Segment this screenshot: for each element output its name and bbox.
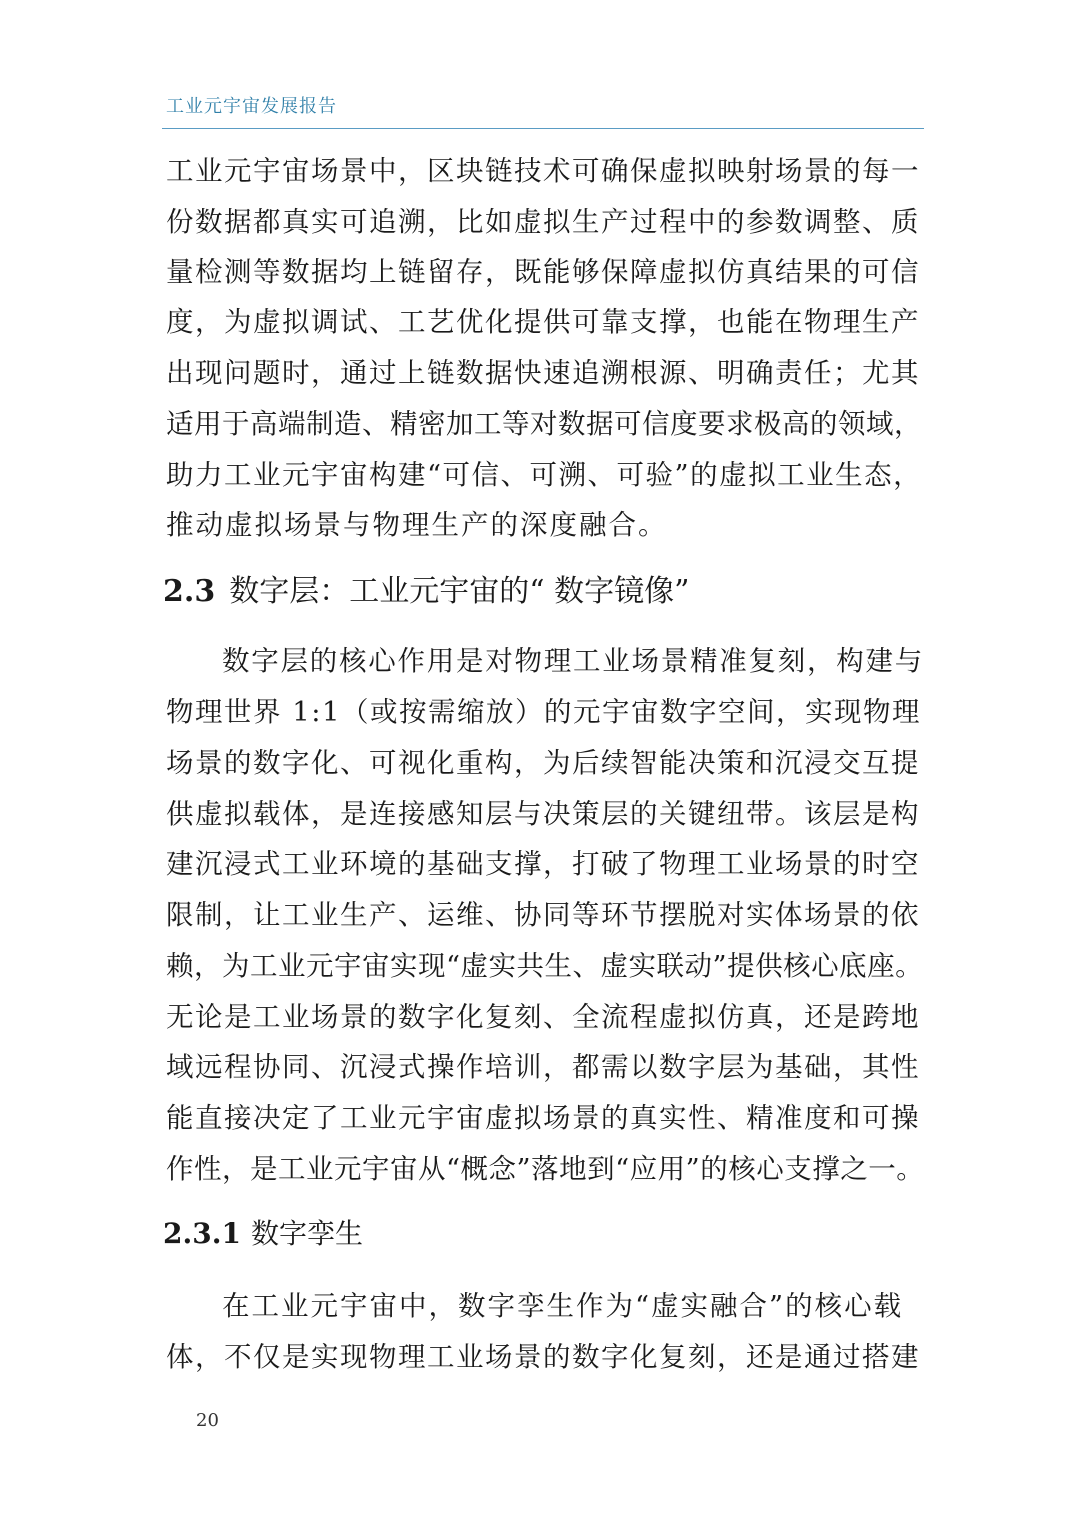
paragraph-3-line: 体，不仅是实现物理工业场景的数字化复刻，还是通过搭建 — [166, 1341, 920, 1373]
subsection-heading — [163, 1215, 363, 1253]
section-number: 2.3 — [163, 574, 216, 609]
paragraph-2-line: 限制，让工业生产、运维、协同等环节摆脱对实体场景的依 — [166, 899, 920, 931]
paragraph-2-line: 赖，为工业元宇宙实现“虚实共生、虚实联动”提供核心底座。 — [166, 950, 924, 982]
paragraph-3-line: 在工业元宇宙中，数字孪生作为“虚实融合”的核心载 — [222, 1290, 904, 1322]
header-rule — [162, 128, 924, 129]
paragraph-2-line: 数字层的核心作用是对物理工业场景精准复刻，构建与 — [222, 645, 924, 677]
section-heading — [163, 572, 689, 612]
paragraph-1-line: 度，为虚拟调试、工艺优化提供可靠支撑，也能在物理生产 — [166, 306, 920, 338]
paragraph-2-line: 无论是工业场景的数字化复刻、全流程虚拟仿真，还是跨地 — [166, 1001, 920, 1033]
paragraph-1-line: 助力工业元宇宙构建“可信、可溯、可验”的虚拟工业生态， — [166, 459, 923, 491]
paragraph-1-line: 出现问题时，通过上链数据快速追溯根源、明确责任；尤其 — [166, 357, 920, 389]
paragraph-1-line: 份数据都真实可追溯，比如虚拟生产过程中的参数调整、质 — [166, 206, 920, 238]
subsection-number: 2.3.1 — [163, 1217, 241, 1250]
paragraph-2-line: 物理世界 1:1（或按需缩放）的元宇宙数字空间，实现物理 — [166, 696, 921, 728]
page-number: 20 — [196, 1410, 219, 1431]
paragraph-2-line: 域远程协同、沉浸式操作培训，都需以数字层为基础，其性 — [166, 1051, 920, 1083]
section-title: 数字层：工业元宇宙的“ 数字镜像” — [229, 574, 690, 609]
paragraph-2-line: 作性，是工业元宇宙从“概念”落地到“应用”的核心支撑之一。 — [166, 1153, 925, 1185]
paragraph-2-line: 能直接决定了工业元宇宙虚拟场景的真实性、精准度和可操 — [166, 1102, 920, 1134]
paragraph-1-line: 量检测等数据均上链留存，既能够保障虚拟仿真结果的可信 — [166, 256, 920, 288]
paragraph-1-line: 推动虚拟场景与物理生产的深度融合。 — [166, 509, 668, 541]
subsection-title: 数字孪生 — [250, 1217, 363, 1250]
paragraph-2-line: 建沉浸式工业环境的基础支撑，打破了物理工业场景的时空 — [166, 848, 920, 880]
paragraph-2-line: 场景的数字化、可视化重构，为后续智能决策和沉浸交互提 — [166, 747, 920, 779]
paragraph-1-line: 工业元宇宙场景中，区块链技术可确保虚拟映射场景的每一 — [166, 155, 920, 187]
paragraph-1-line: 适用于高端制造、精密加工等对数据可信度要求极高的领域， — [166, 408, 922, 440]
paragraph-2-line: 供虚拟载体，是连接感知层与决策层的关键纽带。该层是构 — [166, 798, 920, 830]
running-header: 工业元宇宙发展报告 — [166, 96, 337, 117]
